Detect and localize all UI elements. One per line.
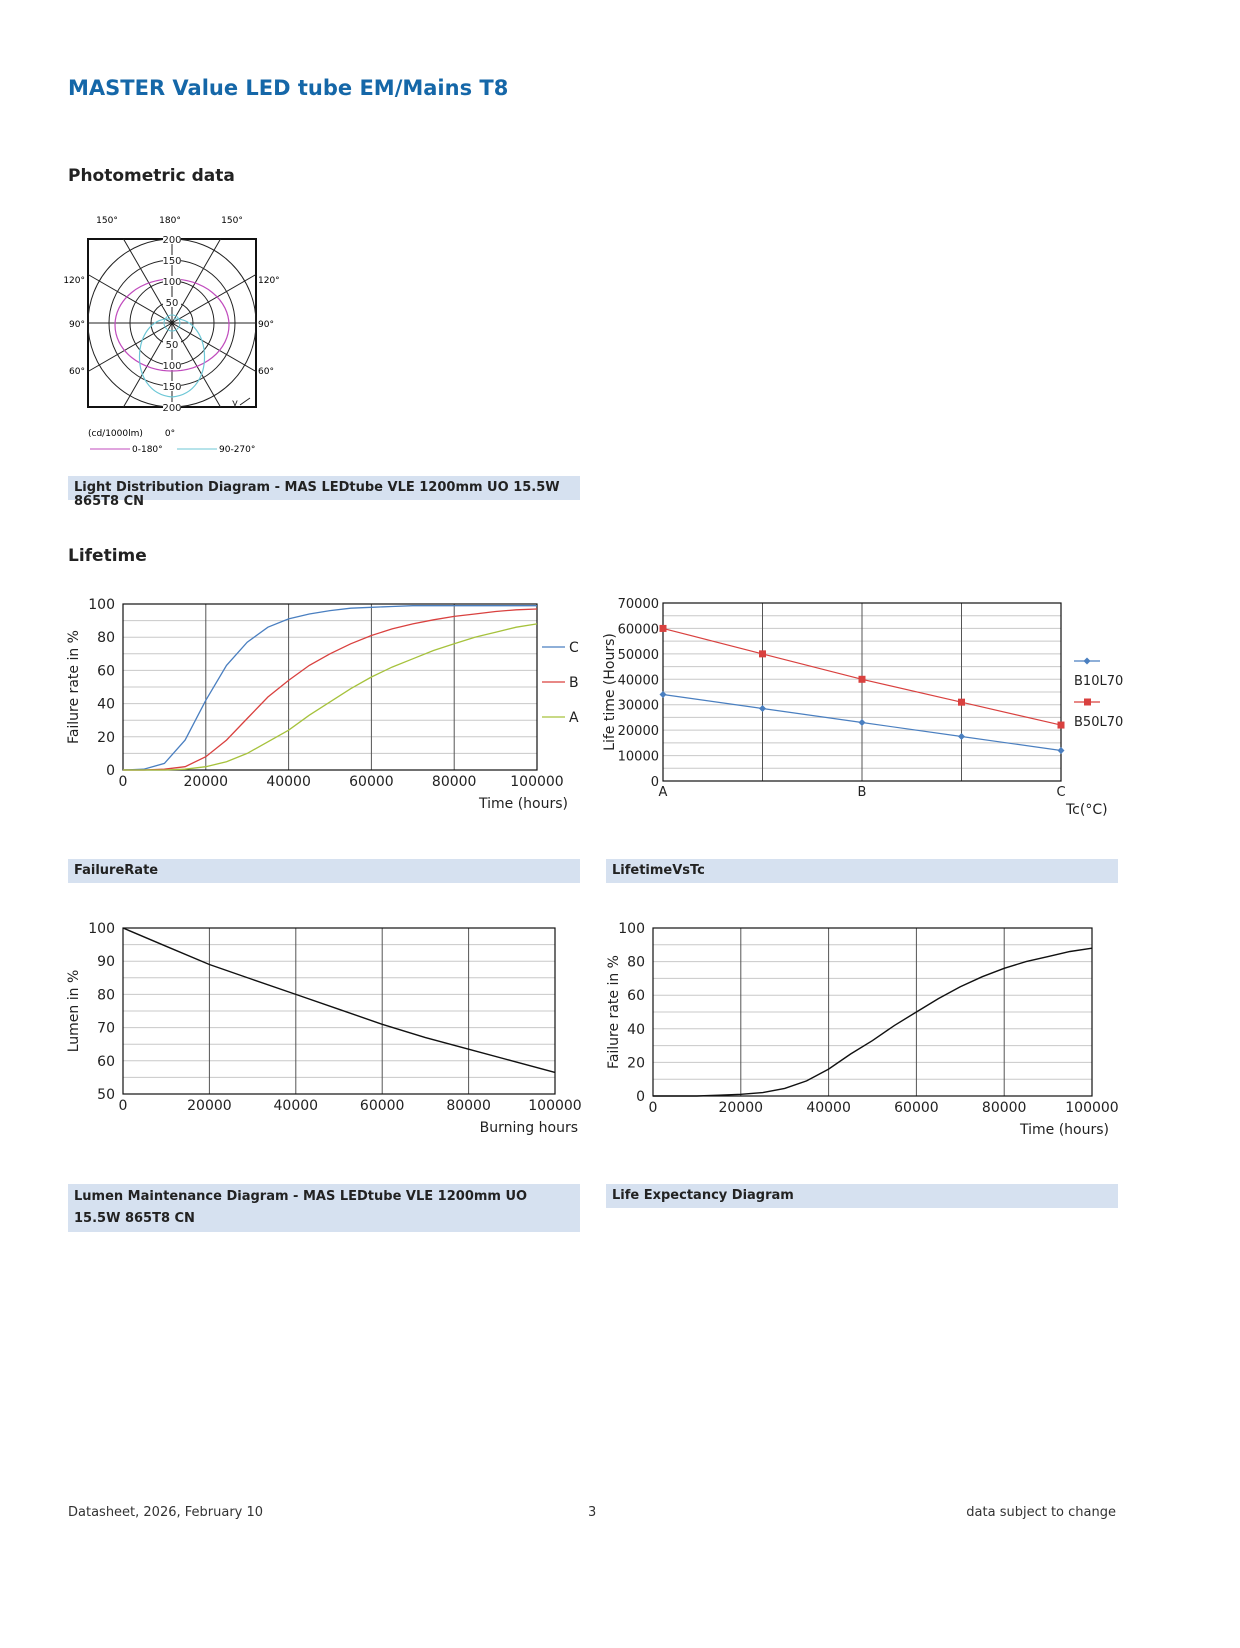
x-tick-label: 40000 — [273, 1098, 319, 1114]
y-tick-label: 10000 — [617, 749, 659, 765]
footer-page-number: 3 — [588, 1505, 597, 1520]
polar-angle-label: 120° — [258, 276, 280, 286]
polar-angle-label: 150° — [96, 216, 118, 226]
y-tick-label: 20000 — [617, 724, 659, 740]
caption-lifetime-vs-tc: LifetimeVsTc — [606, 859, 1118, 883]
x-tick-label: 60000 — [359, 1098, 405, 1114]
y-tick-label: 70 — [97, 1020, 115, 1037]
x-tick-label: A — [658, 785, 668, 800]
legend-label-B50L70: B50L70 — [1074, 715, 1124, 730]
legend-label-B: B — [569, 675, 579, 691]
x-tick-label: 100000 — [1065, 1100, 1119, 1116]
series-line — [653, 948, 1092, 1096]
lifetime-vs-tc-chart — [600, 592, 1130, 832]
polar-legend-label: 0-180° — [132, 445, 163, 455]
y-tick-label: 20 — [97, 729, 115, 746]
legend-label-C: C — [569, 640, 579, 656]
polar-angle-label: 150° — [221, 216, 243, 226]
x-tick-label: 100000 — [510, 774, 564, 790]
y-tick-label: 60 — [627, 988, 645, 1005]
x-tick-label: C — [1056, 785, 1066, 800]
data-point-B50L70 — [660, 625, 667, 632]
polar-angle-label: 60° — [258, 367, 274, 377]
series-line-C — [123, 606, 537, 770]
polar-angle-label: 90° — [69, 320, 85, 330]
polar-angle-label: 120° — [63, 276, 85, 286]
data-point-B10L70 — [1058, 747, 1065, 754]
caption-light-distribution: Light Distribution Diagram - MAS LEDtube VLE 1200mm UO 15.5W 865T8 CN — [68, 476, 580, 500]
polar-unit-label: (cd/1000lm) — [88, 429, 143, 439]
y-tick-label: 90 — [97, 954, 115, 971]
legend-marker-B50L70 — [1084, 699, 1091, 706]
polar-light-distribution-chart — [60, 210, 290, 460]
series-line-A — [123, 624, 537, 770]
x-axis-label: Burning hours — [479, 1120, 578, 1136]
x-tick-label: 80000 — [431, 774, 477, 790]
data-point-B10L70 — [759, 705, 766, 712]
y-tick-label: 30000 — [617, 698, 659, 714]
polar-gamma-label: γ — [232, 398, 238, 409]
x-tick-label: 20000 — [183, 774, 229, 790]
x-tick-label: 100000 — [528, 1098, 582, 1114]
data-point-B50L70 — [859, 676, 866, 683]
data-point-B50L70 — [1058, 722, 1065, 729]
polar-angle-label: 180° — [159, 216, 181, 226]
y-tick-label: 60 — [97, 663, 115, 680]
section-heading-photometric: Photometric data — [68, 166, 235, 186]
y-tick-label: 60 — [97, 1053, 115, 1070]
data-point-B10L70 — [958, 733, 965, 740]
polar-angle-label: 0° — [164, 429, 176, 439]
x-tick-label: 40000 — [266, 774, 311, 790]
polar-tick-label: 150 — [162, 256, 182, 267]
x-tick-label: B — [857, 785, 867, 800]
x-tick-label: 40000 — [806, 1100, 851, 1116]
caption-failure-rate: FailureRate — [68, 859, 580, 883]
polar-tick-label: 200 — [162, 403, 182, 414]
y-axis-label: Lumen in % — [66, 969, 82, 1053]
caption-lumen-maintenance: Lumen Maintenance Diagram - MAS LEDtube VLE 1200mm UO 15.5W 865T8 CN — [68, 1184, 580, 1232]
polar-tick-label: 50 — [165, 340, 179, 351]
x-tick-label: 0 — [118, 774, 128, 790]
x-axis-label: Tc(°C) — [1066, 802, 1108, 818]
polar-tick-label: 150 — [162, 382, 182, 393]
section-heading-lifetime: Lifetime — [68, 546, 147, 566]
x-tick-label: 0 — [648, 1100, 658, 1116]
y-tick-label: 0 — [636, 1089, 645, 1105]
series-line-B — [123, 609, 537, 770]
y-axis-label: Failure rate in % — [606, 955, 622, 1069]
polar-tick-label: 100 — [162, 361, 182, 372]
y-tick-label: 80 — [97, 630, 115, 647]
life-expectancy-chart — [600, 918, 1130, 1148]
y-tick-label: 80 — [627, 954, 645, 971]
x-tick-label: 80000 — [446, 1098, 491, 1114]
y-tick-label: 40 — [97, 696, 115, 713]
legend-label-A: A — [569, 710, 579, 726]
series-line — [123, 928, 555, 1072]
polar-angle-label: 90° — [258, 320, 274, 330]
y-axis-label: Failure rate in % — [66, 630, 82, 744]
y-tick-label: 100 — [88, 921, 115, 937]
y-tick-label: 100 — [88, 597, 115, 613]
polar-gamma-arrow — [240, 398, 250, 405]
caption-life-expectancy: Life Expectancy Diagram — [606, 1184, 1118, 1208]
x-tick-label: 60000 — [894, 1100, 939, 1116]
x-tick-label: 0 — [118, 1098, 128, 1114]
polar-tick-label: 50 — [165, 298, 179, 309]
y-tick-label: 50 — [97, 1087, 115, 1103]
polar-angle-label: 60° — [69, 367, 85, 377]
legend-label-B10L70: B10L70 — [1074, 674, 1124, 689]
x-tick-label: 20000 — [718, 1100, 764, 1116]
y-tick-label: 0 — [106, 763, 115, 779]
y-tick-label: 20 — [627, 1055, 645, 1072]
footer-disclaimer: data subject to change — [966, 1505, 1116, 1520]
x-axis-label: Time (hours) — [1020, 1122, 1109, 1138]
y-tick-label: 50000 — [617, 647, 659, 663]
data-point-B10L70 — [859, 719, 866, 726]
polar-tick-label: 100 — [162, 277, 182, 288]
data-point-B50L70 — [958, 699, 965, 706]
x-tick-label: 60000 — [349, 774, 394, 790]
y-tick-label: 40 — [627, 1021, 645, 1038]
y-tick-label: 70000 — [617, 597, 659, 612]
lumen-maintenance-chart — [60, 918, 590, 1148]
x-tick-label: 20000 — [187, 1098, 232, 1114]
polar-legend-label: 90-270° — [219, 445, 256, 455]
footer-date: Datasheet, 2026, February 10 — [68, 1505, 264, 1520]
failure-rate-chart — [60, 592, 590, 824]
y-tick-label: 0 — [650, 775, 659, 790]
polar-tick-label: 200 — [162, 235, 182, 246]
page-title: MASTER Value LED tube EM/Mains T8 — [68, 76, 509, 100]
data-point-B50L70 — [759, 650, 766, 657]
x-axis-label: Time (hours) — [479, 796, 568, 812]
y-tick-label: 80 — [97, 987, 115, 1004]
y-tick-label: 100 — [618, 921, 645, 937]
y-axis-label: Life time (Hours) — [602, 633, 618, 751]
x-tick-label: 80000 — [981, 1100, 1027, 1116]
legend-marker-B10L70 — [1084, 658, 1091, 665]
y-tick-label: 40000 — [617, 673, 659, 689]
y-tick-label: 60000 — [617, 622, 659, 638]
